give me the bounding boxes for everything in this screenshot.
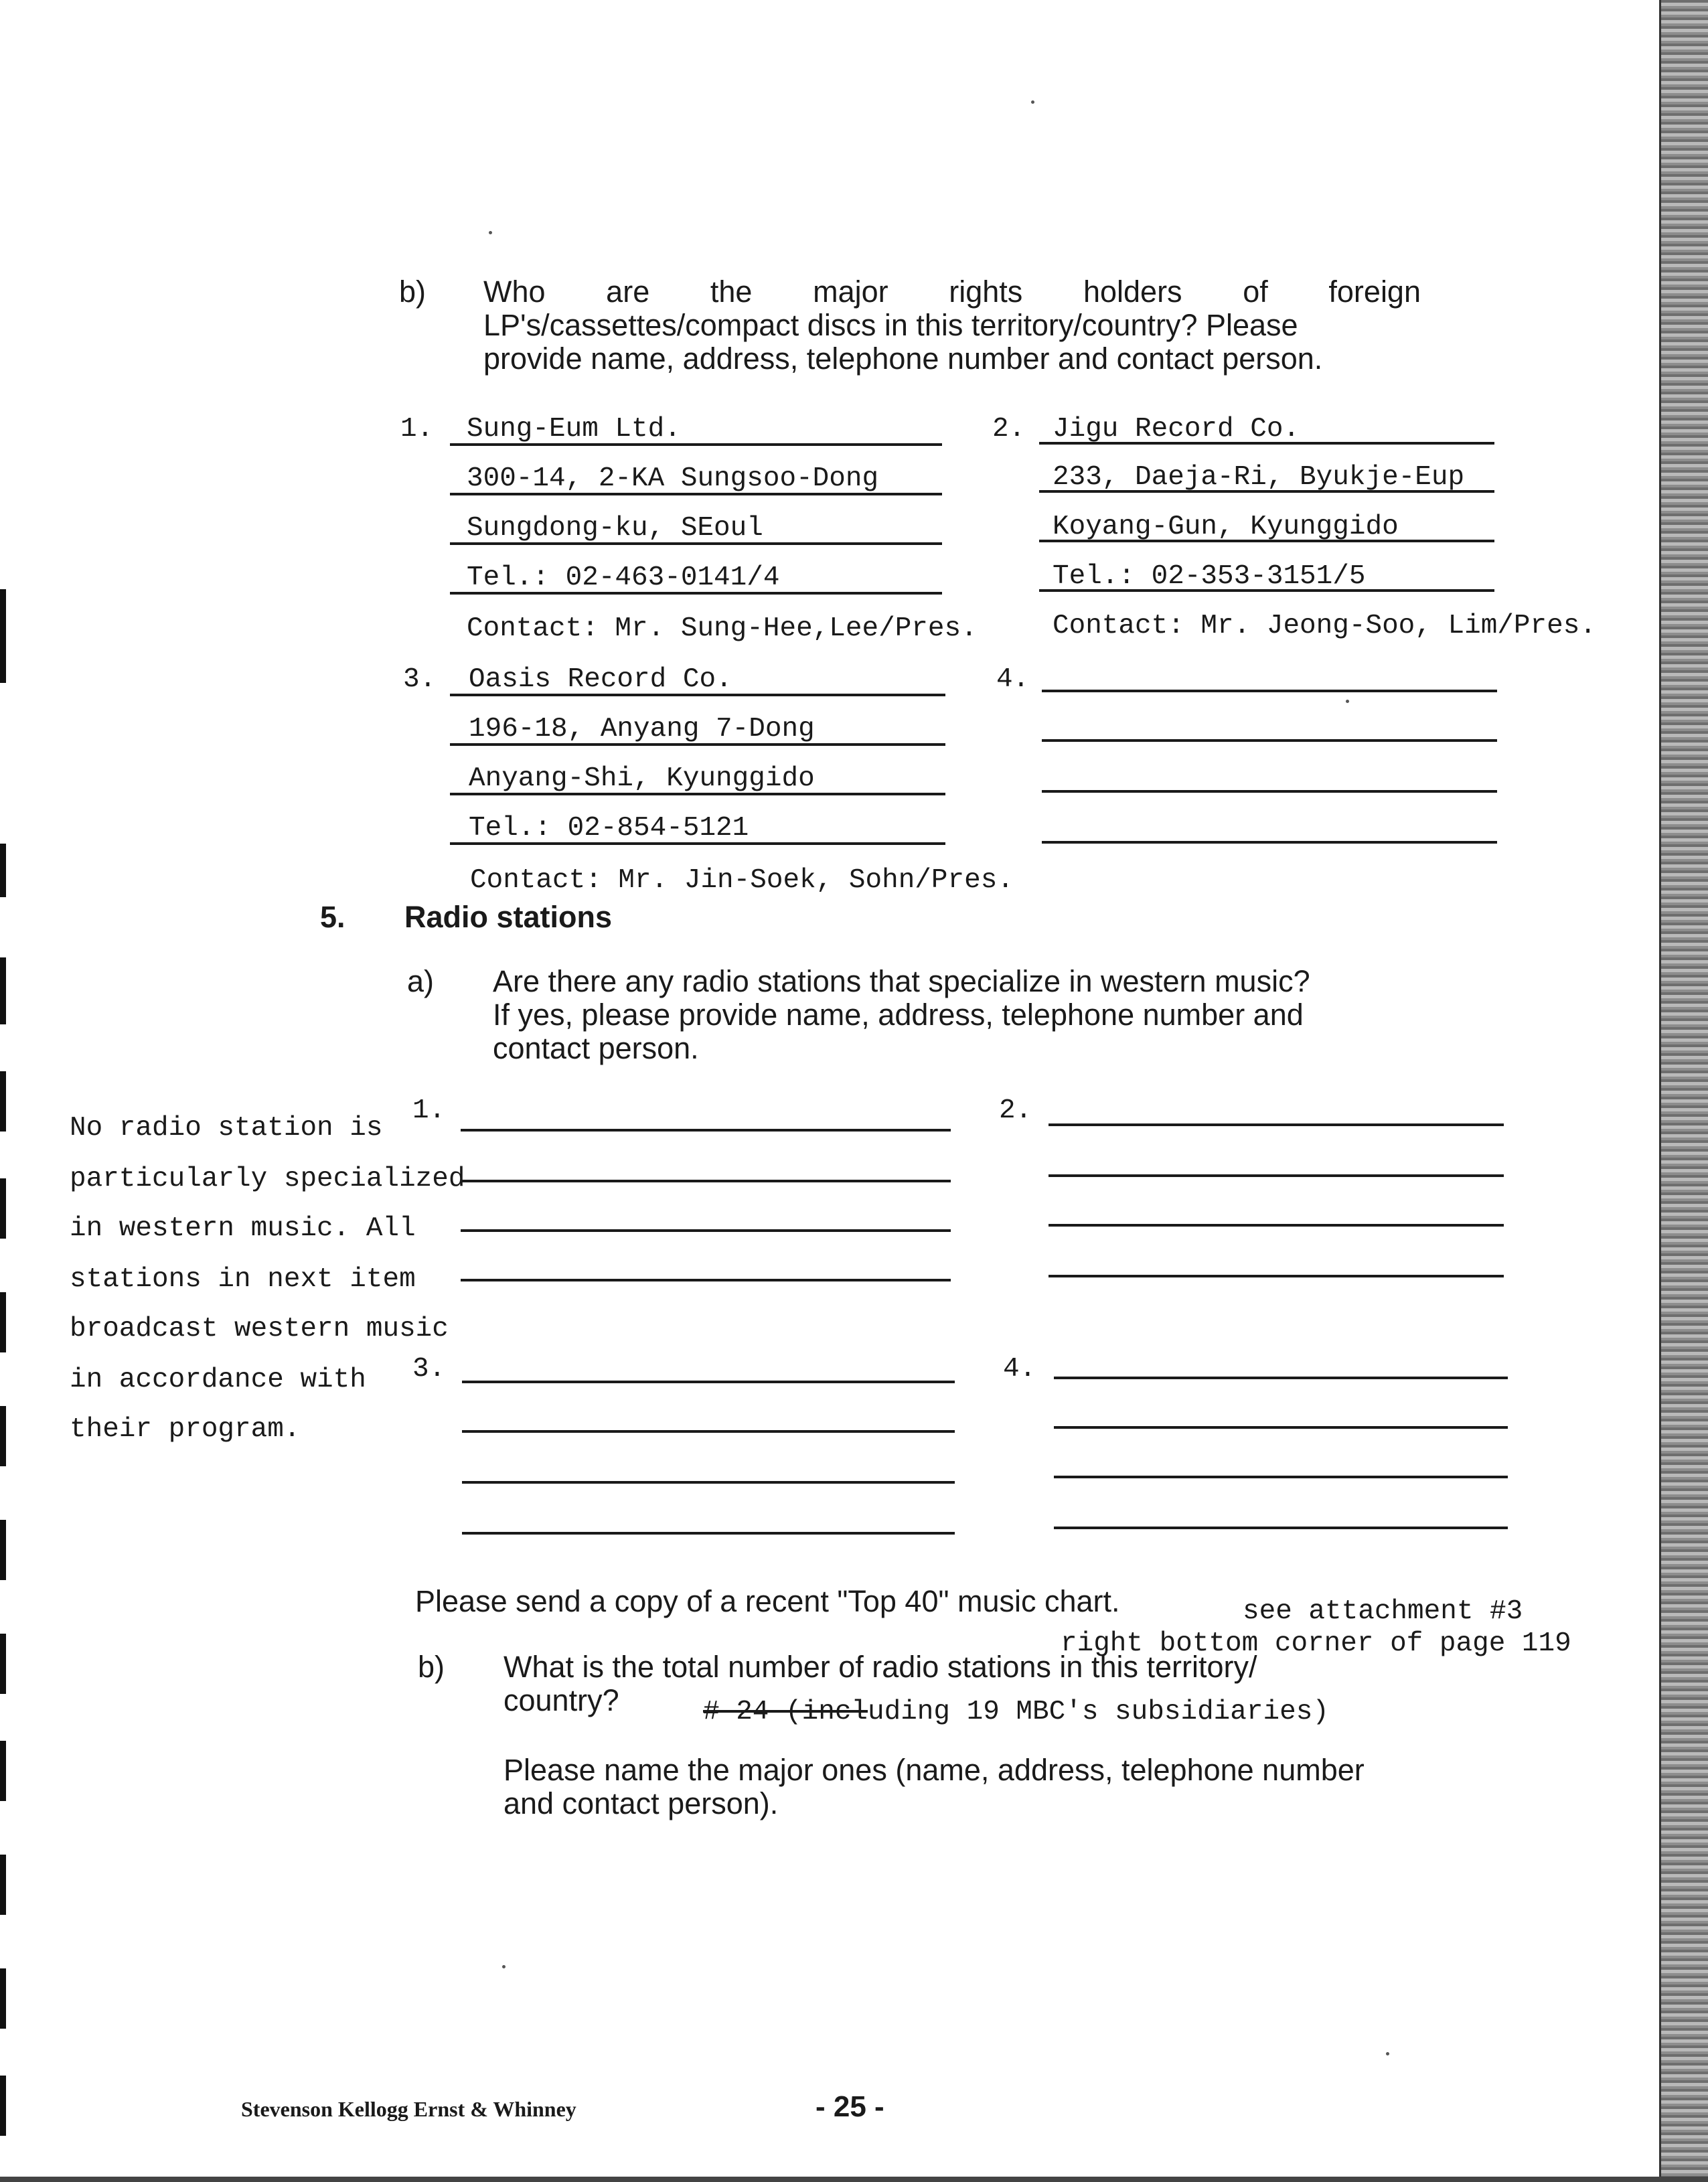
holder-2-contact: Contact: Mr. Jeong-Soo, Lim/Pres. [1053,611,1596,641]
binder-mark [0,957,6,1024]
holder-1-line-4 [450,592,942,595]
question-b2-line-4: and contact person). [503,1786,779,1820]
station-count-answer: uding 19 MBC's subsidiaries) [868,1697,1329,1727]
section-5-number: 5. [320,900,345,934]
question-b-line-3: provide name, address, telephone number and contact person. [483,341,1323,376]
page-bottom-edge [0,2177,1708,2182]
footer-firm: Stevenson Kellogg Ernst & Whinney [241,2097,576,2121]
holder-1-address-1: 300-14, 2-KA Sungsoo-Dong [467,463,879,494]
question-a-line-2: If yes, please provide name, address, telephone number and [493,998,1304,1032]
question-b2-label: b) [418,1650,445,1684]
binder-mark [0,844,6,897]
answer-note-line-2: particularly specialized [70,1164,465,1194]
station-1-line-3 [461,1229,951,1232]
holder-2-line-3 [1039,540,1494,542]
question-b2-line-3: Please name the major ones (name, address, telephone number [503,1753,1365,1787]
question-a-line-1: Are there any radio stations that specialize in western music? [493,964,1310,998]
holder-3-contact: Contact: Mr. Jin-Soek, Sohn/Pres. [470,865,1014,896]
station-2-line-4 [1049,1275,1504,1277]
binder-mark [0,1855,6,1915]
speck [489,231,492,234]
page-edge-line [1659,0,1661,2182]
holder-4-line-3 [1042,790,1497,793]
speck [1031,100,1034,104]
holder-1-line-1 [450,443,942,446]
station-3-line-2 [462,1430,955,1433]
station-4-line-4 [1054,1527,1508,1529]
station-4-line-3 [1054,1476,1508,1478]
answer-note-line-6: in accordance with [70,1365,366,1395]
station-2-line-3 [1049,1224,1504,1227]
station-3-number: 3. [412,1354,446,1385]
holder-2-line-4 [1039,589,1494,592]
station-3-line-1 [462,1381,955,1383]
holder-1-name: Sung-Eum Ltd. [467,414,681,445]
section-5-title: Radio stations [404,900,613,934]
holder-2-address-2: Koyang-Gun, Kyunggido [1053,512,1399,542]
holder-3-line-2 [450,743,945,746]
holder-1-line-3 [450,542,942,545]
station-4-line-1 [1054,1377,1508,1379]
question-a-line-3: contact person. [493,1031,699,1065]
holder-4-line-1 [1042,690,1497,692]
holder-3-number: 3. [403,664,437,695]
holder-2-line-2 [1039,490,1494,493]
station-4-number: 4. [1003,1354,1036,1385]
station-1-line-4 [461,1279,951,1281]
station-3-line-4 [462,1532,955,1535]
question-b-line-2: LP's/cassettes/compact discs in this territory/country? Please [483,308,1298,342]
speck [502,1965,506,1968]
question-b2-line-2: country? [503,1683,619,1717]
binder-mark [0,589,6,683]
attachment-note-1: see attachment #3 [1243,1596,1523,1627]
binder-mark [0,1292,6,1352]
binder-mark [0,1634,6,1694]
holder-1-number: 1. [400,414,434,445]
answer-note-line-1: No radio station is [70,1113,383,1144]
answer-note-line-7: their program. [70,1414,301,1445]
answer-note-line-5: broadcast western music [70,1314,449,1344]
holder-1-address-2: Sungdong-ku, SEoul [467,513,763,544]
question-b-label: b) [399,275,426,309]
holder-2-address-1: 233, Daeja-Ri, Byukje-Eup [1053,462,1465,493]
holder-1-contact: Contact: Mr. Sung-Hee,Lee/Pres. [467,613,978,644]
binder-mark [0,1178,6,1239]
holder-1-tel: Tel.: 02-463-0141/4 [467,562,780,593]
holder-2-tel: Tel.: 02-353-3151/5 [1053,561,1366,592]
holder-3-address-1: 196-18, Anyang 7-Dong [469,714,815,745]
speck [1346,700,1349,703]
holder-4-line-2 [1042,739,1497,742]
holder-3-tel: Tel.: 02-854-5121 [469,813,749,844]
top40-request: Please send a copy of a recent "Top 40" music chart. [415,1584,1120,1618]
holder-2-line-1 [1039,442,1494,445]
station-2-number: 2. [999,1095,1032,1126]
holder-2-number: 2. [992,414,1026,445]
holder-1-line-2 [450,493,942,495]
holder-4-line-4 [1042,841,1497,844]
station-3-line-3 [462,1481,955,1484]
holder-3-address-2: Anyang-Shi, Kyunggido [469,763,815,794]
station-2-line-1 [1049,1123,1504,1126]
binder-mark [0,1968,6,2029]
station-1-number: 1. [412,1095,446,1126]
page-edge-shadow [1661,0,1708,2182]
binder-mark [0,1741,6,1801]
binder-mark [0,1520,6,1580]
attachment-note-2: right bottom corner of page 119 [1061,1628,1571,1659]
question-b2-line-1: What is the total number of radio stations in this territory/ [503,1650,1257,1684]
holder-3-line-1 [450,694,945,696]
holder-3-line-4 [450,842,945,845]
station-2-line-2 [1049,1174,1504,1177]
binder-mark [0,1071,6,1132]
holder-3-line-3 [450,793,945,795]
station-1-line-2 [461,1180,951,1182]
binder-mark [0,1406,6,1466]
station-1-line-1 [461,1129,951,1132]
binder-mark [0,2076,6,2136]
holder-3-name: Oasis Record Co. [469,664,732,695]
page-number: - 25 - [816,2090,884,2123]
answer-note-line-4: stations in next item [70,1264,416,1295]
answer-note-line-3: in western music. All [70,1213,416,1244]
speck [1386,2052,1389,2055]
holder-4-number: 4. [996,664,1030,695]
station-count-struck: # 24 (incl [703,1697,868,1727]
holder-2-name: Jigu Record Co. [1053,414,1300,445]
question-a-label: a) [407,964,435,998]
station-4-line-2 [1054,1426,1508,1429]
question-b-line-1: Who are the major rights holders of foreign [483,275,1421,309]
